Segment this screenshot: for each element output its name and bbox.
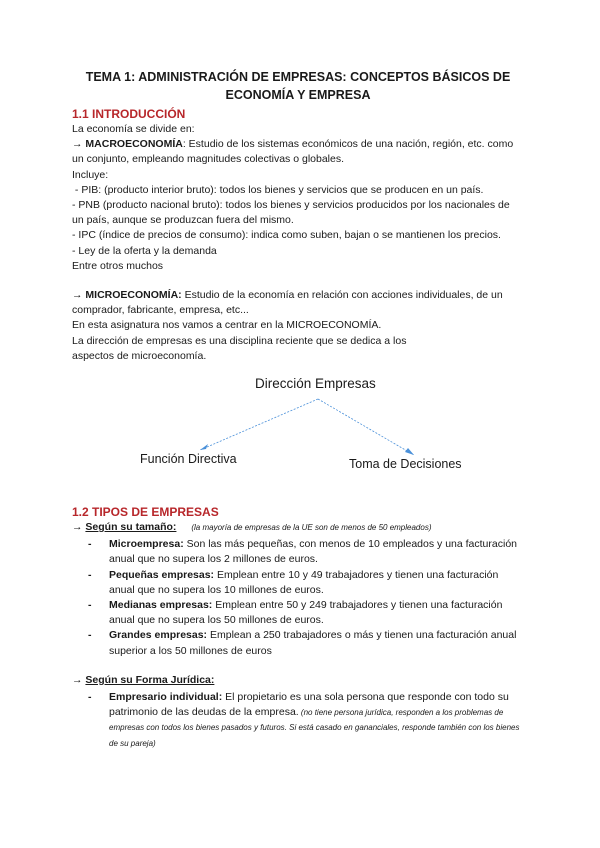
criterion-forma-juridica	[72, 673, 524, 688]
list-item: - Microempresa: Son las más pequeñas, con menos de 10 empleados y una facturación anual que no supera los 2 millones de euros.	[72, 537, 524, 567]
macro-item-ley: - Ley de la oferta y la demanda	[72, 244, 217, 257]
diagram-node-root: Dirección Empresas	[255, 376, 376, 392]
diagram-connector-left	[200, 399, 318, 450]
asignatura-line: En esta asignatura nos vamos a centrar en la MICROECONOMÍA.	[72, 319, 382, 332]
empresario-note: (no tiene persona jurídica, responden a los problemas de empresas con todos los bienes pasados y futuros. Si está casado en gananciales, responde también con los bienes de su pareja)	[109, 708, 520, 748]
macro-term: → MACROECONOMÍA	[72, 138, 183, 151]
diagram-arrowhead-left	[200, 444, 208, 450]
macro-item-ipc: - IPC (índice de precios de consumo): indica como suben, bajan o se mantienen los precios.	[72, 229, 501, 242]
macro-item-pib: - PIB: (producto interior bruto): todos los bienes y servicios que se producen en un país.	[72, 183, 484, 196]
direccion-diagram	[72, 372, 524, 484]
micro-paragraph	[72, 288, 524, 318]
macro-text: : Estudio de los sistemas económicos de una nación, región, etc. como un conjunto, empleando magnitudes colectivas o globales.	[72, 138, 514, 166]
size-list	[72, 537, 524, 659]
diagram-node-toma-decisiones: Toma de Decisiones	[349, 457, 462, 472]
intro-line: La economía se divide en:	[72, 123, 195, 135]
list-item: - Pequeñas empresas: Emplean entre 10 y 49 trabajadores y tienen una facturación anual que no supera los 10 millones de euros.	[72, 568, 524, 598]
diagram-node-funcion-directiva: Función Directiva	[140, 452, 237, 467]
list-item: - Grandes empresas: Emplean a 250 trabajadores o más y tienen una facturación anual superior a los 50 millones de euros	[72, 628, 524, 658]
document-title: TEMA 1: ADMINISTRACIÓN DE EMPRESAS: CONCEPTOS BÁSICOS DE ECONOMÍA Y EMPRESA	[85, 70, 511, 102]
criterion-forma-arrow: →	[72, 673, 86, 686]
otros-line: Entre otros muchos	[72, 259, 164, 272]
document-content	[72, 68, 524, 751]
criterion-tamano-note: (la mayoría de empresas de la UE son de menos de 50 empleados)	[191, 523, 432, 533]
criterion-tamano-label: Según su tamaño:	[85, 521, 177, 534]
direccion-line-2: aspectos de microeconomía.	[72, 349, 207, 362]
macro-paragraph	[72, 137, 524, 167]
section-heading-introduccion: 1.1 INTRODUCCIÓN	[72, 107, 186, 121]
section-heading-tipos: 1.2 TIPOS DE EMPRESAS	[72, 505, 219, 520]
diagram-arrowhead-right	[405, 448, 414, 455]
list-item: - Empresario individual: El propietario es una sola persona que responde con todo su patrimonio de las deudas de la empresa. (no tiene persona jurídica, responden a los problemas de empresas con todos los bienes pasados y futuros. Si está casado en gananciales, responde también con los bienes de su pareja)	[72, 690, 524, 751]
list-item: - Medianas empresas: Emplean entre 50 y 249 trabajadores y tienen una facturación anual que no supera los 50 millones de euros.	[72, 598, 524, 628]
direccion-line-1: La dirección de empresas es una disciplina reciente que se dedica a los	[72, 334, 407, 347]
incluye-line: Incluye:	[72, 168, 109, 181]
criterion-tamano-arrow: →	[72, 521, 86, 534]
criterion-forma-label: Según su Forma Jurídica:	[85, 673, 215, 686]
legal-list	[72, 690, 524, 751]
diagram-connector-right	[318, 399, 414, 455]
macro-item-pnb: - PNB (producto nacional bruto): todos los bienes y servicios producidos por los nacionales de un país, aunque se produzcan fuera del mismo.	[72, 199, 510, 227]
micro-term: → MICROECONOMÍA:	[72, 289, 182, 302]
micro-text: Estudio de la economía en relación con acciones individuales, de un comprador, fabricante, empresa, etc...	[72, 289, 503, 317]
criterion-tamano	[72, 520, 524, 535]
